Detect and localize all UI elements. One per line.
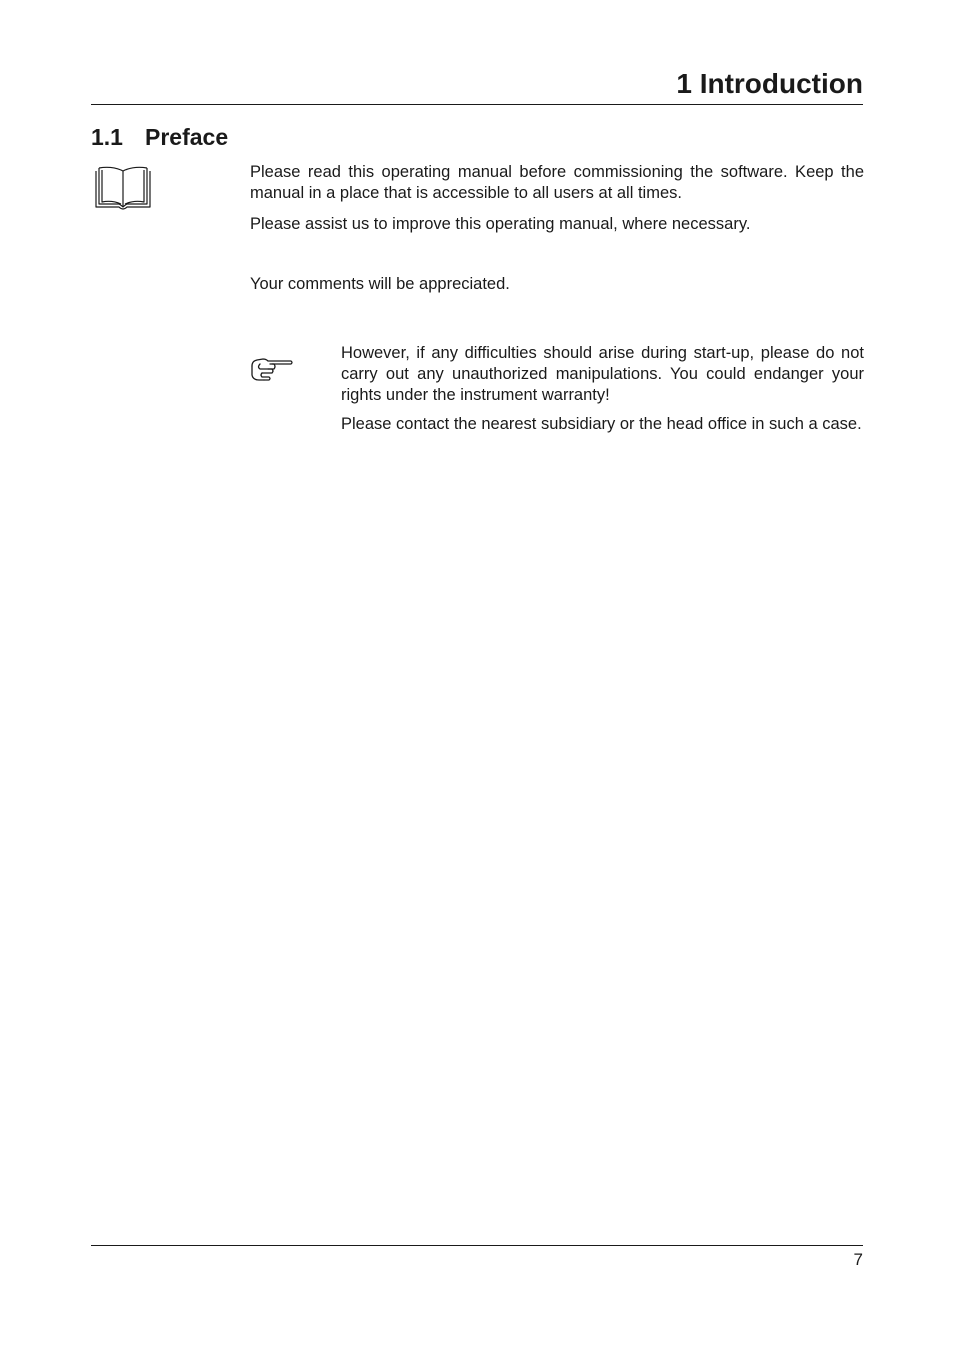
note-paragraph-2: Please contact the nearest subsidiary or the head office in such a case. xyxy=(341,415,862,433)
intro-paragraph-3: Your comments will be appreciated. xyxy=(250,275,510,293)
intro-paragraph-1: Please read this operating manual before commissioning the software. Keep the manual in a place that is accessible to all users at all times. xyxy=(250,163,864,202)
footer-divider xyxy=(91,1245,863,1246)
note-paragraph-1: However, if any difficulties should arise during start-up, please do not carry out any unauthorized manipulations. You could endanger your rights under the instrument warranty! xyxy=(341,344,864,404)
book-icon xyxy=(93,165,153,215)
section-heading xyxy=(91,121,228,153)
chapter-title: 1 Introduction xyxy=(676,68,863,99)
pointing-hand-icon xyxy=(250,357,294,388)
page-number: 7 xyxy=(853,1250,863,1269)
intro-paragraph-2: Please assist us to improve this operating manual, where necessary. xyxy=(250,215,751,233)
header-divider xyxy=(91,104,863,105)
section-number: 1.1 xyxy=(91,124,123,150)
section-title: Preface xyxy=(145,124,229,150)
